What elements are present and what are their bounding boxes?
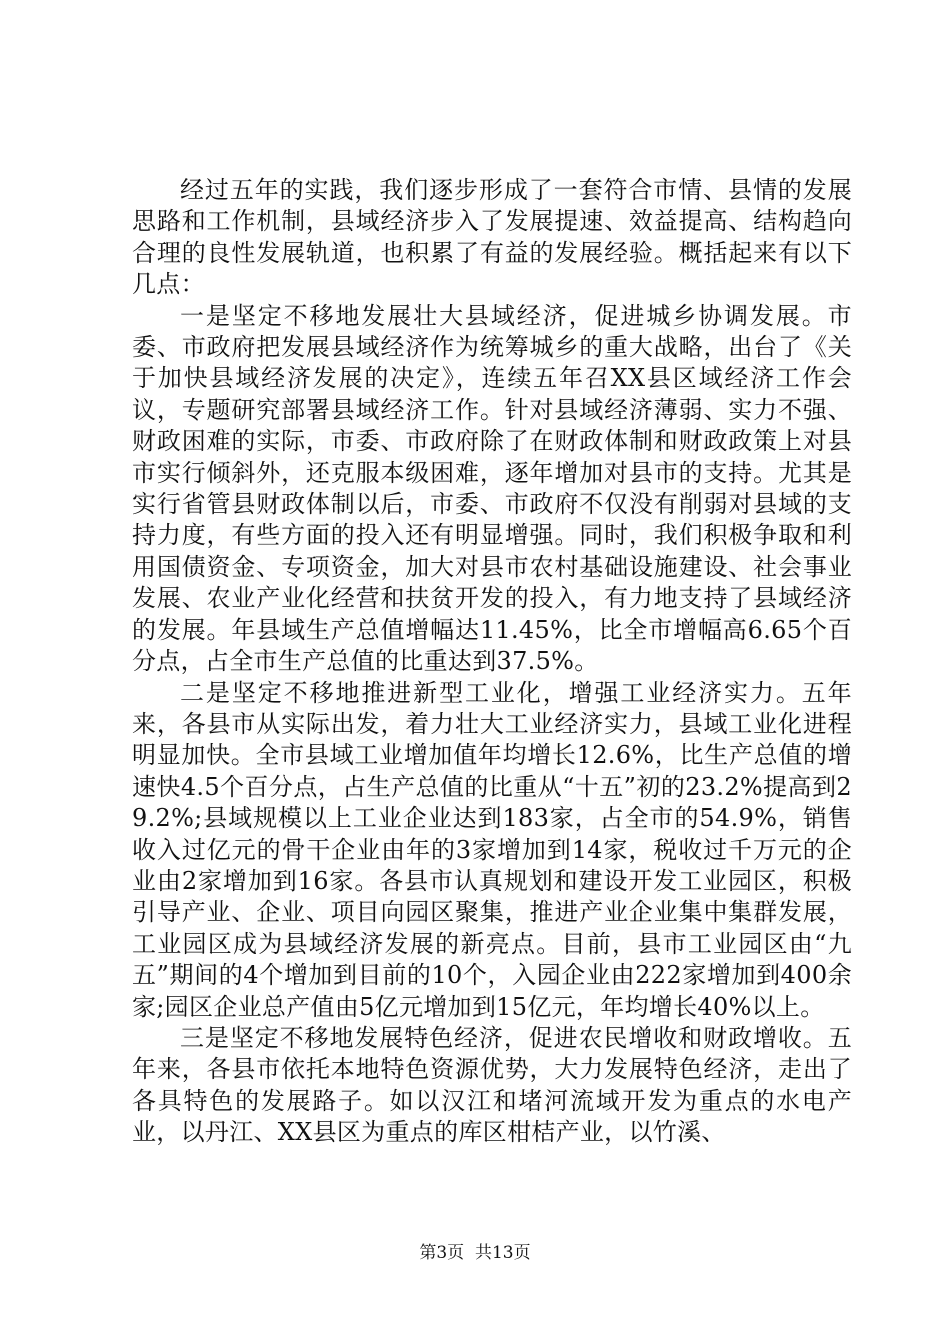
document-body	[132, 175, 852, 1149]
paragraph-point-three: 三是坚定不移地发展特色经济，促进农民增收和财政增收。五年来，各县市依托本地特色资源优势，大力发展特色经济，走出了各具特色的发展路子。如以汉江和堵河流域开发为重点的水电产业，以丹江、XX县区为重点的库区柑桔产业，以竹溪、	[132, 1023, 852, 1147]
paragraph-intro: 经过五年的实践，我们逐步形成了一套符合市情、县情的发展思路和工作机制，县域经济步入了发展提速、效益提高、结构趋向合理的良性发展轨道，也积累了有益的发展经验。概括起来有以下几点：	[132, 176, 852, 299]
page-number-footer: 第3页 共13页	[419, 1243, 531, 1263]
paragraph-point-one: 一是坚定不移地发展壮大县域经济，促进城乡协调发展。市委、市政府把发展县域经济作为统筹城乡的重大战略，出台了《关于加快县域经济发展的决定》，连续五年召XX县区域经济工作会议，专题研究部署县域经济工作。针对县域经济薄弱、实力不强、财政困难的实际，市委、市政府除了在财政体制和财政政策上对县市实行倾斜外，还克服本级困难，逐年增加对县市的支持。尤其是实行省管县财政体制以后，市委、市政府不仅没有削弱对县域的支持力度，有些方面的投入还有明显增强。同时，我们积极争取和利用国债资金、专项资金，加大对县市农村基础设施建设、社会事业发展、农业产业化经营和扶贫开发的投入，有力地支持了县域经济的发展。年县域生产总值增幅达11.45%，比全市增幅高6.65个百分点，占全市生产总值的比重达到37.5%。	[132, 301, 852, 676]
paragraph-point-two: 二是坚定不移地推进新型工业化，增强工业经济实力。五年来，各县市从实际出发，着力壮大工业经济实力，县域工业化进程明显加快。全市县域工业增加值年均增长12.6%，比生产总值的增速快4.5个百分点，占生产总值的比重从“十五”初的23.2%提高到29.2%;县域规模以上工业企业达到183家，占全市的54.9%，销售收入过亿元的骨干企业由年的3家增加到14家，税收过千万元的企业由2家增加到16家。各县市认真规划和建设开发工业园区，积极引导产业、企业、项目向园区聚集，推进产业企业集中集群发展，工业园区成为县域经济发展的新亮点。目前，县市工业园区由“九五”期间的4个增加到目前的10个，入园企业由222家增加到400余家;园区企业总产值由5亿元增加到15亿元，年均增长40%以上。	[132, 678, 852, 1021]
